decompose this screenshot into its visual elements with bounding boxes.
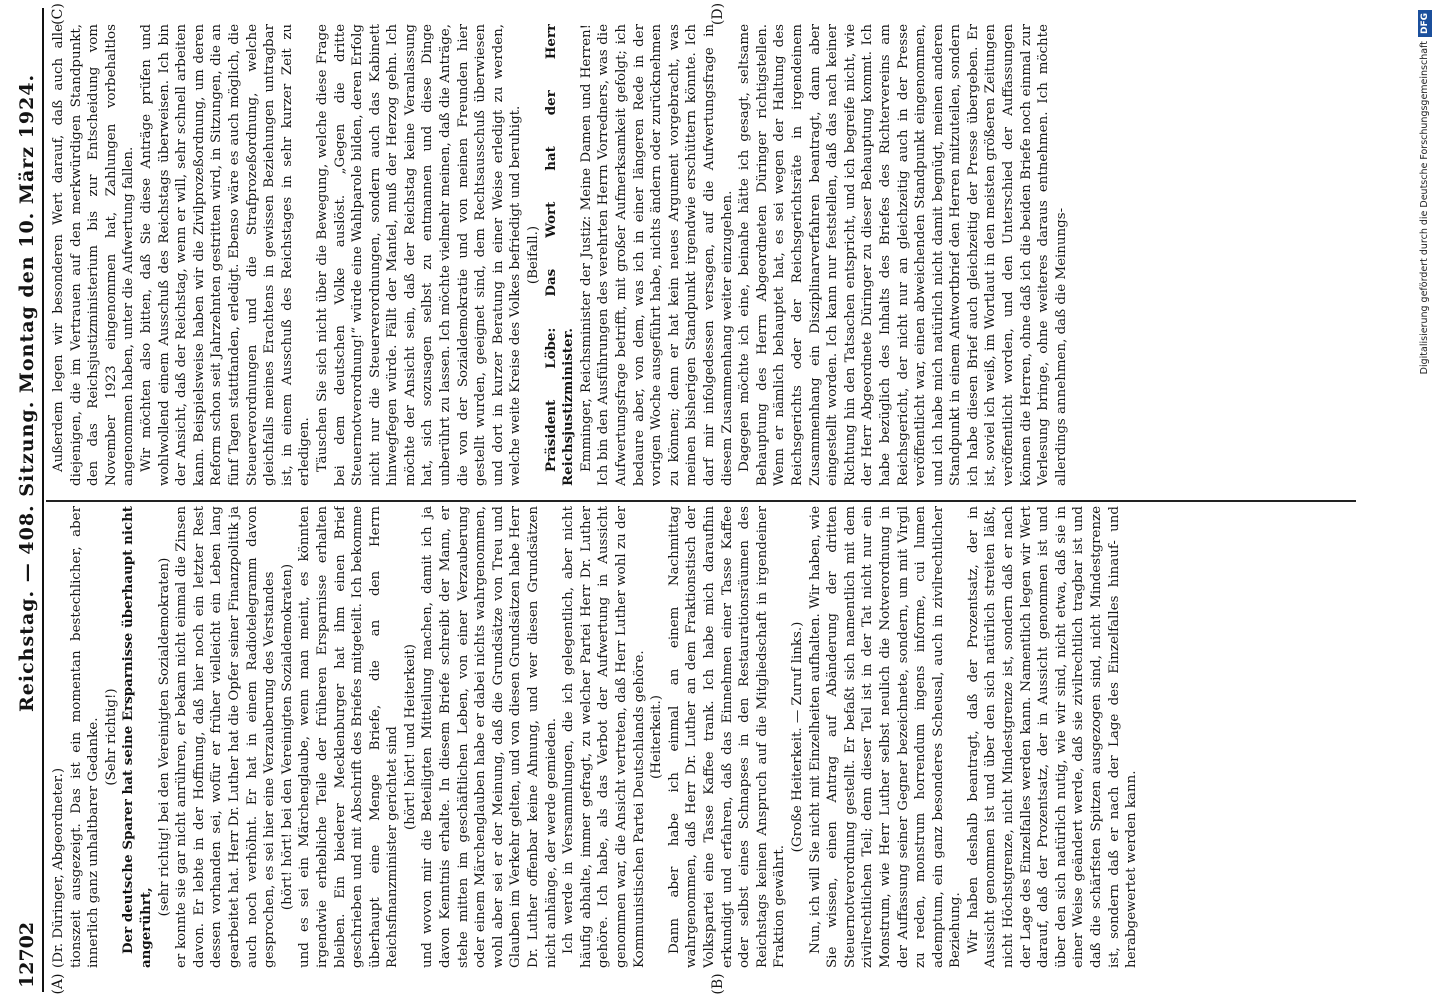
paragraph: Wir haben deshalb beantragt, daß der Prozentsatz, der in Aussicht genommen ist und über den sich natürlich streiten läßt, nicht Höchstgrenze, nicht Mindestgrenze ist, sondern daß er nach der Lage des Einzelfalles werden kann. Namentlich legen wir Wert darauf, daß der Prozentsatz, der in Aussicht genommen ist und über den sich natürlich nutig, wie wir sind, nicht etwa, daß sie in einer Weise geändert werde, daß sie zivilrechtlich tragbar ist und daß die schärfsten Spitzen ausgezogen sind, nicht Mindestgrenze ist, sondern daß er nach der Lage des Einzelfalles hinauf- und herabgewertet werden kann.: [965, 506, 1140, 968]
left-column: [50, 506, 1350, 968]
paragraph: Dann aber habe ich einmal an einem Nachmittag wahrgenommen, daß Herr Dr. Luther an dem Fraktionstisch der Volkspartei eine Tasse Kaffee trank. Ich habe mich daraufhin erkundigt und erfahren, daß das Einnehmen einer Tasse Kaffee oder selbst eines Schnapses in den Restaurationsräumen des Reichstags keinen Anspruch auf die Mitgliedschaft in irgendeiner Fraktion gewährt.: [666, 506, 788, 968]
interjection: (hört! hört! bei den Vereinigten Sozialdemokraten): [279, 563, 295, 911]
paragraph: tionszeit ausgezeigt. Das ist ein momentan bestechlicher, aber innerlich ganz unhaltbarer Gedanke.: [68, 506, 102, 968]
interjection: (Heiterkeit.): [649, 695, 665, 779]
margin-marker-b: (B): [710, 973, 726, 995]
paragraph: Täuschen Sie sich nicht über die Bewegung, welche diese Frage bei dem deutschen Volke auslöst. „Gegen die dritte Steuernotverordnung!“ würde eine Wahlparole bilden, deren Erfolg nicht nur die Steuerverordnungen, sondern auch das Kabinett hinwegfegen würde. Fällt der Mantel, muß der Herzog gehn. Ich möchte der Ansicht sein, daß der Reichstag keine Veranlassung hat, sich sozusagen selbst zu entmannen und diese Dinge unberührt zu lassen. Ich möchte vielmehr meinen, daß die Anträge, die von der Sozialdemokratie und von meinen Freunden hier gestellt wurden, geeignet sind, dem Rechtsausschuß überwiesen und dort in kurzer Beratung in einer Weise erledigt zu werden, welche weite Kreise des Volkes befriedigt und beruhigt.: [314, 24, 524, 486]
page-title: Reichstag. — 408. Sitzung. Montag den 10. März 1924.: [16, 73, 38, 712]
interjection: (hört! hört! und Heiterkeit): [402, 643, 418, 831]
interjection: (Sehr richtig!): [103, 688, 119, 786]
column-divider: [46, 500, 1356, 502]
interjection: (Große Heiterkeit. — Zuruf links.): [789, 621, 805, 853]
interjection: (sehr richtig! bei den Vereinigten Sozialdemokraten): [156, 557, 172, 917]
credit-text: Digitalisierung gefördert durch die Deutsche Forschungsgemeinschaft: [1419, 41, 1430, 375]
right-column: [50, 24, 1350, 486]
paragraph-emphasis: Der deutsche Sparer hat seine Ersparnisse überhaupt nicht angerührt,: [120, 506, 154, 968]
margin-marker-d: (D): [710, 2, 726, 26]
page-number: 12702: [16, 921, 38, 988]
margin-marker-a: (A): [50, 973, 66, 995]
paragraph: und wovon mir die Beteiligten Mitteilung machen, damit ich ja davon Kenntnis erhalte. In diesem Briefe schreibt der Mann, er stehe mitten im geschäftlichen Leben, von einer Verzauberung oder einem Märchenglauben habe er dabei nichts wahrgenommen, wohl aber sei er der Meinung, daß die Grundsätze von Treu und Glauben im Verkehr gelten, und von diesen Grundsätzen habe Herr Dr. Luther offenbar keine Ahnung, und wer diesen Grundsätzen nicht anhänge, der werde gemieden.: [420, 506, 559, 968]
page-header: [8, 8, 44, 992]
speaker-note: (Dr. Düringer, Abgeordneter.): [51, 767, 66, 968]
dfg-logo: DFG: [1418, 10, 1432, 37]
minister-speech: Emminger, Reichsminister der Justiz: Meine Damen und Herren! Ich bin den Ausführungen des verehrten Herrn Vorredners, was die Aufwertungsfrage betrifft, mit großer Aufmerksamkeit gefolgt; ich bedaure aber, von dem, was ich in einer längeren Rede in der vorigen Woche ausgeführt habe, nichts ändern oder zurücknehmen zu können; denn er hat kein neues Argument vorgebracht, was meinen bisherigen Standpunkt irgendwie erschüttern könnte. Ich darf mir infolgedessen versagen, auf die Aufwertungsfrage in diesem Zusammenhang weiter einzugehen.: [578, 24, 735, 486]
interjection: (Beifall.): [526, 225, 542, 285]
digitization-credit: [1418, 10, 1432, 990]
paragraph: er konnte sie gar nicht anrühren, er bekam nicht einmal die Zinsen davon. Er lebte in der Hoffnung, daß hier noch ein letzter Rest dessen vorhanden sei, wofür er früher vielleicht ein Leben lang gearbeitet hat. Herr Dr. Luther hat die Opfer seiner Finanzpolitik ja auch noch verhöhnt. Er hat in einem Radiotelegramm davon gesprochen, es sei hier eine Verzauberung des Verstandes: [174, 506, 278, 968]
paragraph: Wir möchten also bitten, daß Sie diese Anträge prüfen und wohlwollend einem Ausschuß des Reichstags überweisen. Ich bin der Ansicht, daß der Reichstag, wenn er will, sehr schnell arbeiten kann. Beispielsweise haben wir die Zivilprozeßordnung, um deren Reform schon seit Jahrzehnten gestritten wird, in Sitzungen, die an fünf Tagen stattfanden, erledigt. Ebenso wäre es auch möglich, die Steuerverordnungen und die Strafprozeßordnung, welche gleichfalls meines Erachtens in gewissen Beziehungen untragbar ist, in einem Ausschuß des Reichstages in sehr kurzer Zeit zu erledigen.: [138, 24, 313, 486]
paragraph: Außerdem legen wir besonderen Wert darauf, daß auch alle diejenigen, die im Vertrauen auf den merkwürdigen Standpunkt, den das Reichsjustizministerium bis zur Entscheidung vom November 1923 eingenommen hat, Zahlungen vorbehaltlos angenommen haben, unter die Aufwertung fallen.: [51, 24, 137, 486]
president-statement: Präsident Löbe: Das Wort hat der Herr Reichsjustizminister.: [542, 24, 577, 486]
paragraph: und es sei ein Märchenglaube, wenn man meint, es könnten irgendwie erhebliche Teile der früheren Ersparnisse erhalten bleiben. Ein biederer Mecklenburger hat ihm einen Brief geschrieben und mit Abschrift des Briefes mitgeteilt. Ich bekomme überhaupt eine Menge Briefe, die an den Herrn Reichsfinanzminister gerichtet sind: [297, 506, 401, 968]
margin-marker-c: (C): [50, 3, 66, 25]
paragraph: Ich werde in Versammlungen, die ich gelegentlich, aber nicht häufig abhalte, immer gefragt, zu welcher Partei Herr Dr. Luther gehöre. Ich habe, als das Verbot der Aufwertung in Aussicht genommen war, die Ansicht vertreten, daß Herr Luther wohl zu der Kommunistischen Partei Deutschlands gehöre.: [561, 506, 647, 968]
paragraph: Dagegen möchte ich eine, beinahe hätte ich gesagt, seltsame Behauptung des Herrn Abgeordneten Düringer richtigstellen. Wenn er nämlich behauptet hat, es sei wegen der Haltung des Reichsgerichts oder der Reichsgerichtsräte in irgendeinem Zusammenhang ein Disziplinarverfahren beantragt, dann aber eingestellt worden. Ich kann nur feststellen, daß das nach keiner Richtung hin den Tatsachen entspricht, und ich begreife nicht, wie der Herr Abgeordnete Düringer zu dieser Behauptung kommt. Ich habe bezüglich des Inhalts des Briefes des Richtervereins am Reichsgericht, der nicht nur an gleichzeitig auch in der Presse veröffentlicht war, einen abweichenden Standpunkt eingenommen, und ich habe mich natürlich nicht damit begnügt, meinen anderen Standpunkt in einem Antwortbrief den Herren mitzuteilen, sondern ich habe diesen Brief auch gleichzeitig der Presse übergeben. Er ist, soviel ich weiß, im Wortlaut in den meisten größeren Zeitungen veröffentlicht worden, und den Unterschied der Auffassungen können die Herren, ohne daß ich die beiden Briefe noch einmal zur Verlesung bringe, ohne weiteres daraus entnehmen. Ich möchte allerdings annehmen, daß die Meinungs-: [737, 24, 1069, 486]
paragraph: Nun, ich will Sie nicht mit Einzelheiten aufhalten. Wir haben, wie Sie wissen, einen Antrag auf Abänderung der dritten Steuernotverordnung gestellt. Er befaßt sich namentlich mit dem zivilrechtlichen Teil; denn dieser Teil ist in der Tat nicht nur ein Monstrum, wie Herr Luther selbst neulich die Notverordnung in der Auffassung seiner Gegner bezeichnete, sondern, um mit Virgil zu reden, monstrum horrendum ingens informe, cui lumen ademptum, ein ganz besonderes Scheusal, auch in zivilrechtlicher Beziehung.: [807, 506, 964, 968]
